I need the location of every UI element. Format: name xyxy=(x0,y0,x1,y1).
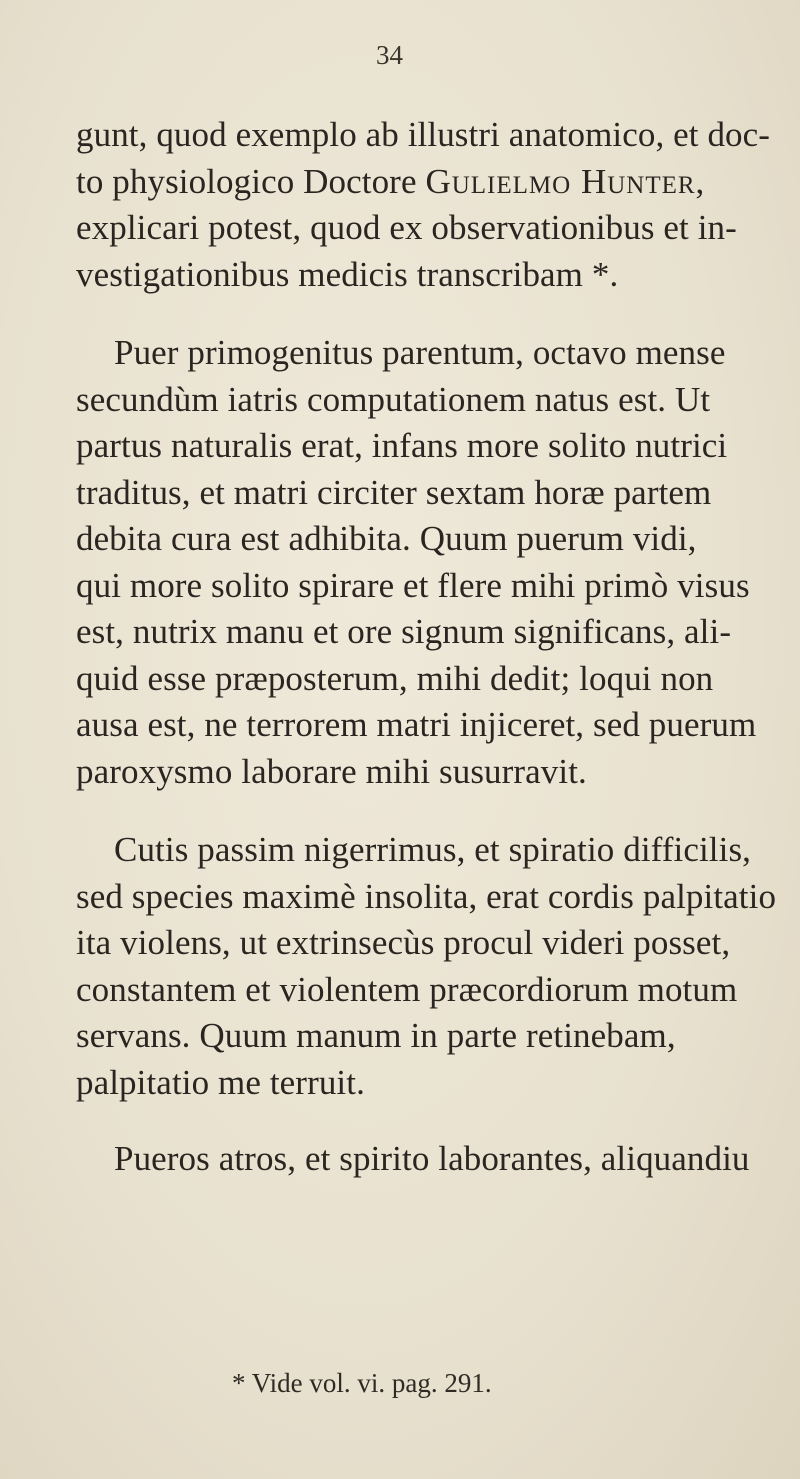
text-line: ita violens, ut extrinsecùs procul videri posset, xyxy=(76,923,731,962)
text-line: Puer primogenitus parentum, octavo mense xyxy=(114,333,726,372)
paragraph-3 xyxy=(76,827,777,1106)
text-line: traditus, et matri circiter sextam horæ partem xyxy=(76,472,712,512)
text-line: Cutis passim nigerrimus, et spiratio difficilis, xyxy=(114,830,752,869)
text-line: est, nutrix manu et ore signum significans, ali- xyxy=(76,612,732,651)
text-line: explicari potest, quod ex observationibus et in- xyxy=(76,208,737,247)
text-line: sed species maximè insolita, erat cordis palpitatio xyxy=(76,876,777,916)
text-line: servans. Quum manum in parte retinebam, xyxy=(76,1016,676,1055)
text-line: Pueros atros, et spirito laborantes, aliquandiu xyxy=(114,1139,750,1178)
text-line: ausa est, ne terrorem matri injiceret, sed puerum xyxy=(76,705,757,744)
paragraph-1 xyxy=(76,112,771,298)
footnote: * Vide vol. vi. pag. 291. xyxy=(232,1368,492,1398)
text-line: quid esse præposterum, mihi dedit; loqui non xyxy=(76,658,714,698)
text-segment: to physiologico Doctore xyxy=(76,161,426,201)
text-line: gunt, quod exemplo ab illustri anatomico, et doc- xyxy=(76,115,771,154)
text-line: vestigationibus medicis transcribam *. xyxy=(76,254,619,294)
paragraph-2 xyxy=(76,330,756,795)
text-line: paroxysmo laborare mihi susurravit. xyxy=(76,751,587,791)
body-text xyxy=(76,112,777,1183)
text-line: palpitatio me terruit. xyxy=(76,1062,365,1102)
text-line: debita cura est adhibita. Quum puerum vidi, xyxy=(76,519,697,558)
paragraph-4 xyxy=(76,1136,756,1183)
text-line xyxy=(76,159,756,206)
text-line: partus naturalis erat, infans more solito nutrici xyxy=(76,426,728,465)
text-line: constantem et violentem præcordiorum motum xyxy=(76,969,738,1009)
text-line: qui more solito spirare et flere mihi primò visus xyxy=(76,565,750,605)
text-line: secundùm iatris computationem natus est. Ut xyxy=(76,379,711,419)
page-number: 34 xyxy=(376,40,403,70)
author-name-smallcaps: Gulielmo Hunter xyxy=(425,161,696,201)
text-segment: , xyxy=(695,161,705,201)
